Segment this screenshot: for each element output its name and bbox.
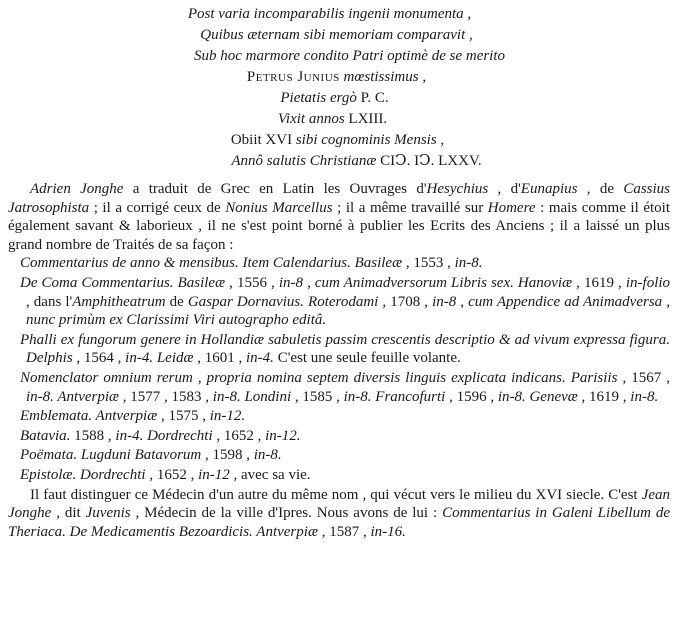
epitaph-line-4 (0, 67, 673, 88)
closing-text-5: , Médecin de la ville d'Ipres. Nous avons de lui : (130, 505, 443, 522)
epitaph-line-8-a: Annô salutis Christianæ (231, 153, 381, 169)
entry-8-d: , avec sa vie. (229, 466, 311, 483)
bibliography-entry-3 (8, 331, 670, 368)
entry-7-b: , 1598 , (201, 447, 254, 464)
epitaph-line-6-b: LXIII. (348, 111, 388, 127)
entry-4-j: , 1619 , (577, 388, 631, 405)
intro-paragraph (8, 180, 670, 254)
entry-3-a: Phalli ex fungorum genere in Hollandiæ sabuletis passim crescentis descriptio & ad vivum expressa figura. Delphis (20, 331, 670, 367)
entry-4-e: in-8. Londini (212, 388, 292, 405)
bibliography-entry-8 (8, 466, 670, 485)
entry-2-a: De Coma Commentarius. Basileæ (20, 274, 226, 291)
entry-2-c: in-8 , cum Animadversorum Libris sex. Hanoviæ (278, 274, 573, 291)
intro-text-2: a traduit de Grec en Latin les Ouvrages d' (123, 181, 427, 197)
entry-1-b: , 1553 , (402, 255, 455, 272)
entry-3-f: C'est une seule feuille volante. (273, 350, 461, 367)
entry-2-i: Gaspar Dornavius. Roterodami (187, 293, 379, 310)
closing-text-3: , dit (51, 505, 86, 522)
epitaph-line-4-rest: mœstissimus , (339, 69, 427, 85)
closing-text-1: Il faut distinguer ce Médecin d'un autre du même nom , qui vécut vers le milieu du XVI siecle. C'est (30, 486, 642, 503)
entry-8-b: , 1652 , (145, 466, 199, 483)
bibliography-entry-5 (8, 407, 670, 426)
epitaph-line-5 (0, 88, 673, 109)
entry-3-d: , 1601 , (193, 350, 247, 367)
intro-text-12: : mais comme il étoit également savant & laborieux , il ne s'est point borné à publier les Ecrits des Anciens ; il a laissé un plus grand nombre de Traités de sa façon : (8, 199, 670, 253)
bibliography-entry-1 (8, 254, 670, 273)
epitaph-name: Petrus Junius (246, 69, 340, 85)
intro-text-3: Hesychius (426, 181, 489, 197)
entry-1-c: in-8. (454, 255, 483, 272)
bibliography-entry-2 (8, 274, 670, 330)
epitaph-line-7-a: Obiit XVI (230, 132, 296, 148)
intro-text-5: Eunapius (520, 181, 578, 197)
intro-text-4: , d' (488, 181, 521, 197)
entry-6-a: Batavia. (20, 427, 71, 444)
epitaph-line-8-b: CIↃ. IↃ. LXXV. (380, 153, 482, 169)
closing-text-4: Juvenis (85, 505, 131, 522)
entry-7-a: Poëmata. Lugduni Batavorum (20, 447, 202, 464)
epitaph-block (0, 4, 673, 172)
entry-2-k: in-8 , cum Appendice ad Animadversa , nunc primùm ex Clarissimi Viri autographo editâ. (26, 293, 670, 329)
intro-text-6: , de (577, 181, 624, 197)
entry-2-g: Amphitheatrum (72, 293, 166, 310)
entry-4-a: Nomenclator omnium rerum , propria nomina septem diversis linguis explicata indicans. Parisiis (20, 369, 618, 386)
author-name: Adrien Jonghe (30, 181, 124, 197)
entry-6-b: 1588 , (70, 427, 116, 444)
entry-4-c: in-8. Antverpiæ (26, 388, 120, 405)
intro-text-8: ; il a corrigé ceux de (89, 199, 226, 216)
entry-1-a: Commentarius de anno & mensibus. Item Calendarius. Basileæ (20, 255, 403, 272)
closing-text-7: , 1587 , (317, 523, 371, 540)
entry-6-c: in-4. Dordrechti (115, 427, 213, 444)
epitaph-line-2: Quibus æternam sibi memoriam comparavit , (200, 27, 473, 43)
epitaph-line-6 (0, 109, 673, 130)
epitaph-line-5-a: Pietatis ergò (280, 90, 361, 106)
entry-5-a: Emblemata. Antverpiæ (20, 408, 158, 425)
epitaph-line-7 (2, 130, 673, 151)
intro-text-7: Cassius Jatrosophista (8, 181, 670, 216)
epitaph-line-7-b: sibi cognominis Mensis , (295, 132, 445, 148)
entry-4-i: in-8. Genevæ (497, 388, 578, 405)
entry-4-d: , 1577 , 1583 , (119, 388, 213, 405)
entry-2-h: de (165, 293, 188, 310)
entry-3-b: , 1564 , (72, 350, 126, 367)
bibliography-entry-6 (8, 427, 670, 446)
entry-2-j: , 1708 , (378, 293, 433, 310)
entry-6-e: in-12. (265, 427, 301, 444)
entry-5-c: in-12. (209, 408, 246, 425)
intro-text-11: Homere (487, 199, 536, 216)
entry-4-g: in-8. Francofurti (343, 388, 446, 405)
entry-5-b: , 1575 , (157, 408, 210, 425)
entry-2-e: in-folio (625, 274, 671, 291)
intro-text-10: ; il a même travaillé sur (332, 199, 488, 216)
main-text (8, 180, 670, 541)
closing-text-8: in-16. (370, 523, 406, 540)
entry-7-c: in-8. (253, 447, 282, 464)
entry-4-k: in-8. (630, 388, 659, 405)
bibliography-entry-7 (8, 446, 670, 465)
epitaph-line-6-a: Vixit annos (277, 111, 349, 127)
epitaph-line-1: Post varia incomparabilis ingenii monumenta , (187, 6, 472, 22)
entry-2-f: , dans l' (26, 293, 73, 310)
epitaph-line-8 (40, 151, 673, 172)
entry-8-a: Epistolæ. Dordrechti (20, 466, 146, 483)
closing-text-2: Jean Jonghe (8, 486, 670, 522)
closing-text-6: Commentarius in Galeni Libellum de Theriaca. De Medicamentis Bezoardicis. Antverpiæ (8, 505, 670, 540)
entry-3-e: in-4. (246, 350, 274, 367)
entry-6-d: , 1652 , (212, 427, 266, 444)
entry-2-b: , 1556 , (225, 274, 279, 291)
epitaph-line-5-b: P. C. (360, 90, 389, 106)
epitaph-line-3: Sub hoc marmore condito Patri optimè de se merito (193, 48, 506, 64)
closing-paragraph (8, 486, 670, 542)
entry-4-f: , 1585 , (291, 388, 344, 405)
entry-4-h: , 1596 , (445, 388, 498, 405)
intro-text-9: Nonius Marcellus (225, 199, 333, 216)
entry-8-c: in-12 (198, 466, 230, 483)
entry-2-d: , 1619 , (572, 274, 626, 291)
entry-3-c: in-4. Leidæ (125, 350, 194, 367)
bibliography-entry-4 (8, 369, 670, 406)
entry-4-b: , 1567 , (617, 369, 671, 386)
